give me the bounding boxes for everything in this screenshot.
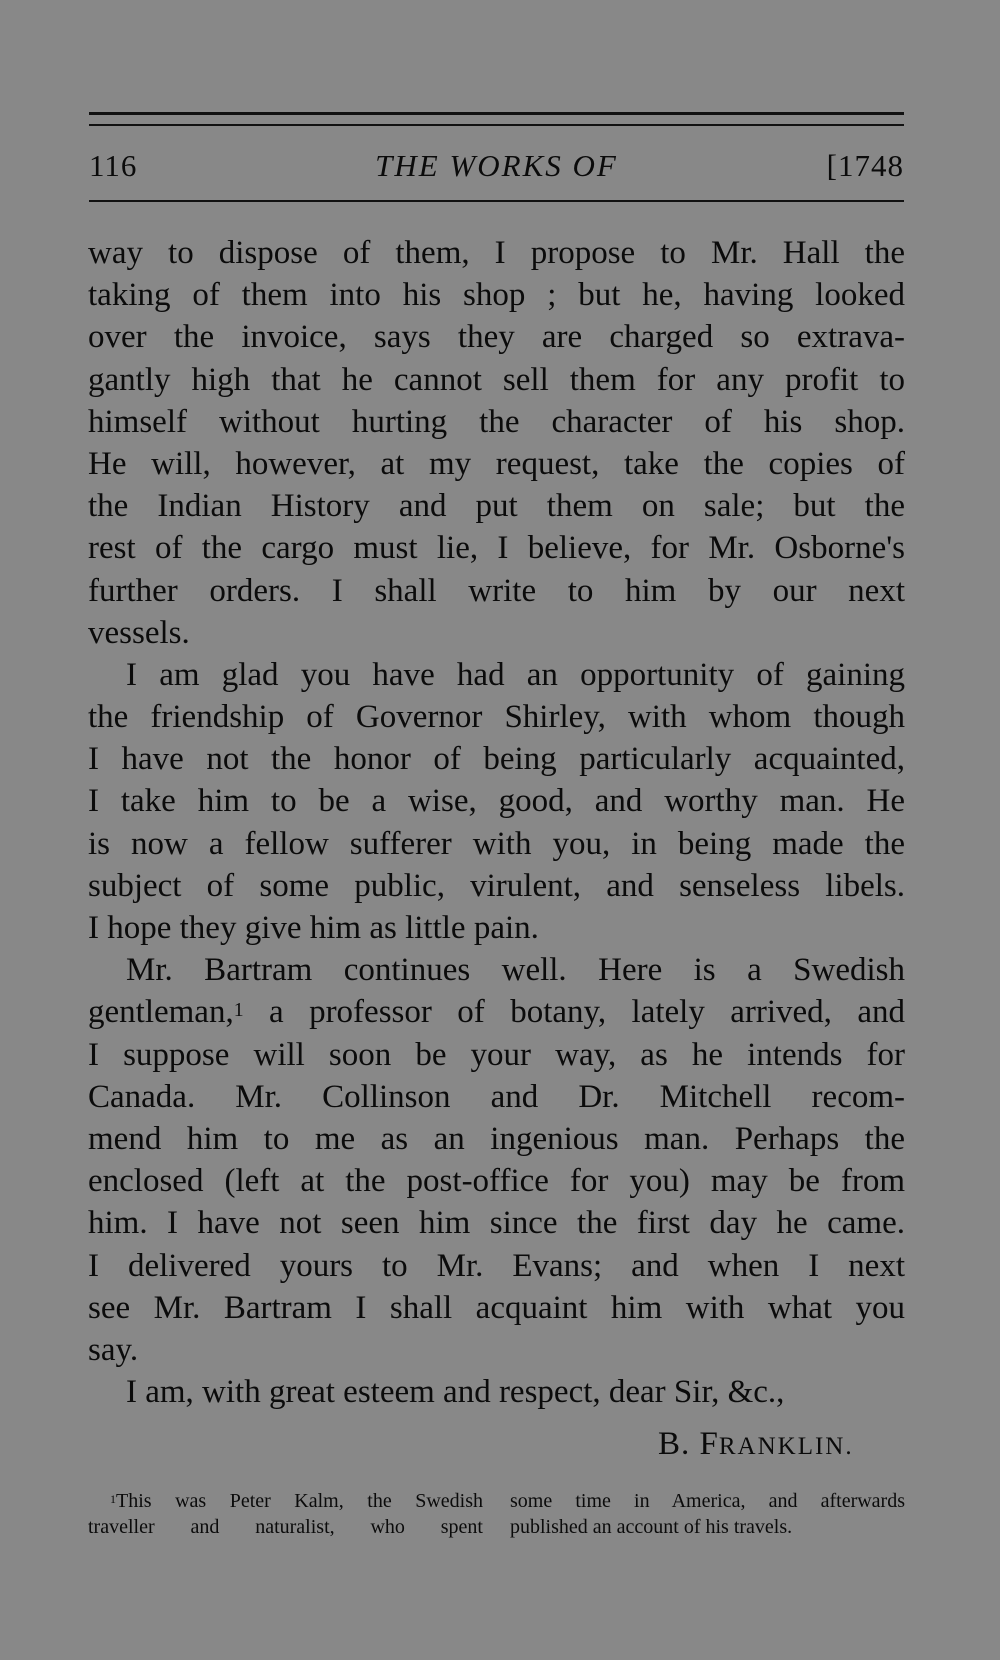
- letter-body: [88, 232, 905, 1413]
- footnote-mark: 1: [110, 1492, 116, 1506]
- text-line: see Mr. Bartram I shall acquaint him with what you: [88, 1289, 905, 1326]
- text-line: him. I have not seen him since the first day he came.: [88, 1205, 905, 1242]
- text-fragment: a professor of botany, lately arrived, and: [243, 994, 905, 1031]
- header-double-rule-bottom: [89, 124, 904, 126]
- running-header: [89, 142, 904, 190]
- text-line: I delivered yours to Mr. Evans; and when I next: [88, 1247, 905, 1284]
- text-fragment: gentleman,: [88, 994, 234, 1031]
- text-line: is now a fellow sufferer with you, in being made the: [88, 825, 905, 862]
- text-line: mend him to me as an ingenious man. Perhaps the: [88, 1120, 905, 1157]
- text-line: way to dispose of them, I propose to Mr. Hall the: [88, 235, 905, 271]
- closing-line: I am, with great esteem and respect, dear Sir, &c.,: [126, 1374, 785, 1411]
- text-line: say.: [88, 1331, 139, 1368]
- text-line: I am glad you have had an opportunity of gaining: [126, 656, 905, 693]
- footnote-line: some time in America, and afterwards: [510, 1490, 905, 1512]
- signature-surname: RANKLIN.: [718, 1433, 854, 1460]
- footnote-column-right: [510, 1488, 905, 1540]
- footnote-line: published an account of his travels.: [510, 1516, 793, 1538]
- text-line: further orders. I shall write to him by our next: [88, 572, 905, 609]
- text-line: rest of the cargo must lie, I believe, for Mr. Osborne's: [88, 530, 905, 567]
- page-number: 116: [89, 148, 138, 183]
- text-line: vessels.: [88, 614, 190, 651]
- text-line: I hope they give him as little pain.: [88, 910, 539, 946]
- text-line: himself without hurting the character of his shop.: [88, 403, 905, 440]
- text-line: subject of some public, virulent, and senseless libels.: [88, 867, 905, 904]
- text-line: I have not the honor of being particularly acquainted,: [88, 741, 905, 778]
- footnote-line: traveller and naturalist, who spent: [88, 1516, 483, 1538]
- text-line: gantly high that he cannot sell them for any profit to: [88, 361, 905, 398]
- footnote-text: This was Peter Kalm, the Swedish: [116, 1490, 483, 1512]
- signature-initial: B. F: [658, 1426, 719, 1462]
- text-line-with-footnote: [88, 991, 905, 1033]
- header-year: [1748: [826, 148, 904, 183]
- text-line: He will, however, at my request, take the copies of: [88, 445, 905, 482]
- footnote-column-left: [88, 1488, 483, 1540]
- text-line: the friendship of Governor Shirley, with whom though: [88, 699, 905, 736]
- text-line: taking of them into his shop ; but he, having looked: [88, 277, 905, 314]
- text-line: I suppose will soon be your way, as he intends for: [88, 1036, 905, 1073]
- text-line: the Indian History and put them on sale; but the: [88, 488, 905, 525]
- header-double-rule-top: [89, 112, 904, 115]
- header-rule: [89, 200, 904, 202]
- text-line: Mr. Bartram continues well. Here is a Swedish: [126, 952, 905, 989]
- text-line: over the invoice, says they are charged so extrava-: [88, 319, 905, 356]
- running-title: THE WORKS OF: [375, 148, 618, 183]
- footnote-line: [88, 1488, 483, 1514]
- text-line: enclosed (left at the post-office for you) may be from: [88, 1163, 905, 1200]
- text-line: Canada. Mr. Collinson and Dr. Mitchell recom-: [88, 1078, 905, 1115]
- signature: [658, 1423, 854, 1468]
- text-line: I take him to be a wise, good, and worthy man. He: [88, 783, 905, 820]
- footnote-reference: 1: [233, 999, 244, 1022]
